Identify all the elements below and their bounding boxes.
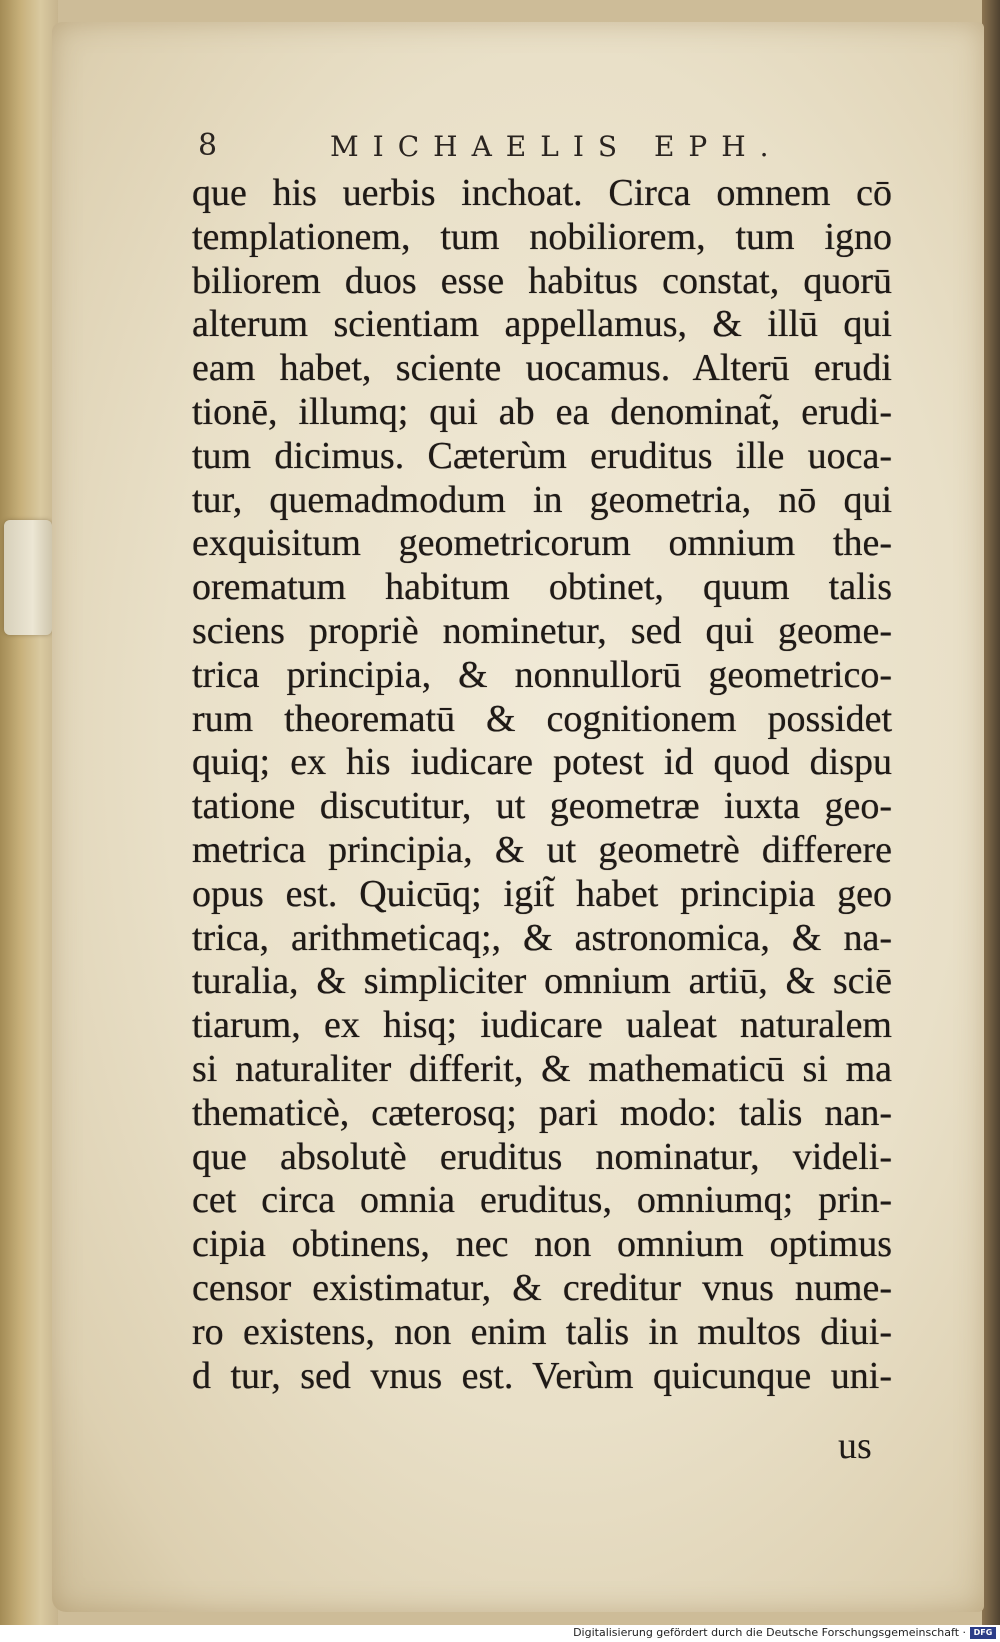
text-line: biliorem duos esse habitus constat, quorū [192,259,892,302]
text-line: quiq; ex his iudicare potest id quod dispu [192,741,892,784]
text-line: tionē, illumq; qui ab ea denominat̃, erudi- [192,390,892,433]
text-line: trica principia, & nonnullorū geometrico- [192,653,892,696]
text-line: exquisitum geometricorum omnium the- [192,522,892,565]
text-line: orematum habitum obtinet, quum talis [192,566,892,609]
text-line: cipia obtinens, nec non omnium optimus [192,1223,892,1266]
text-line: ro existens, non enim talis in multos diui- [192,1310,892,1353]
book-board-edge [982,0,1000,1625]
running-head: MICHAELIS EPH. [330,130,783,163]
page-tab-marker [4,520,52,635]
text-line: censor existimatur, & creditur vnus nume- [192,1266,892,1309]
catchword: us [838,1425,872,1467]
text-line: que absolutè eruditus nominatur, videli- [192,1135,892,1178]
text-line: tiarum, ex hisq; iudicare ualeat naturalem [192,1004,892,1047]
text-line: opus est. Quicūq; igit̃ habet principia geo [192,872,892,915]
page-header [198,128,798,172]
body-text [192,172,892,1398]
text-line: que his uerbis inchoat. Circa omnem cō [192,172,892,214]
text-line: sciens propriè nominetur, sed qui geome- [192,609,892,652]
text-line: tum dicimus. Cæterùm eruditus ille uoca- [192,434,892,477]
text-line: metrica principia, & ut geometrè differere [192,828,892,871]
text-line: cet circa omnia eruditus, omniumq; prin- [192,1179,892,1222]
page-number: 8 [198,128,218,163]
text-line: thematicè, cæterosq; pari modo: talis nan- [192,1091,892,1134]
text-line: si naturaliter differit, & mathematicū si ma [192,1047,892,1090]
text-line: turalia, & simpliciter omnium artiū, & sciē [192,960,892,1003]
text-line: templationem, tum nobiliorem, tum igno [192,215,892,258]
footer-bar [0,1625,1000,1642]
funding-credit: Digitalisierung gefördert durch die Deutsche Forschungsgemeinschaft · [573,1626,966,1639]
text-line: trica, arithmeticaq;, & astronomica, & na- [192,916,892,959]
text-line: alterum scientiam appellamus, & illū qui [192,303,892,346]
text-line: rum theorematū & cognitionem possidet [192,697,892,740]
text-line: d tur, sed vnus est. Verùm quicunque uni- [192,1354,892,1397]
text-line: tatione discutitur, ut geometræ iuxta geo- [192,785,892,828]
text-line: tur, quemadmodum in geometria, nō qui [192,478,892,521]
dfg-logo: DFG [970,1627,996,1639]
book-spine-edge [0,0,58,1625]
text-line: eam habet, sciente uocamus. Alterū erudi [192,347,892,390]
